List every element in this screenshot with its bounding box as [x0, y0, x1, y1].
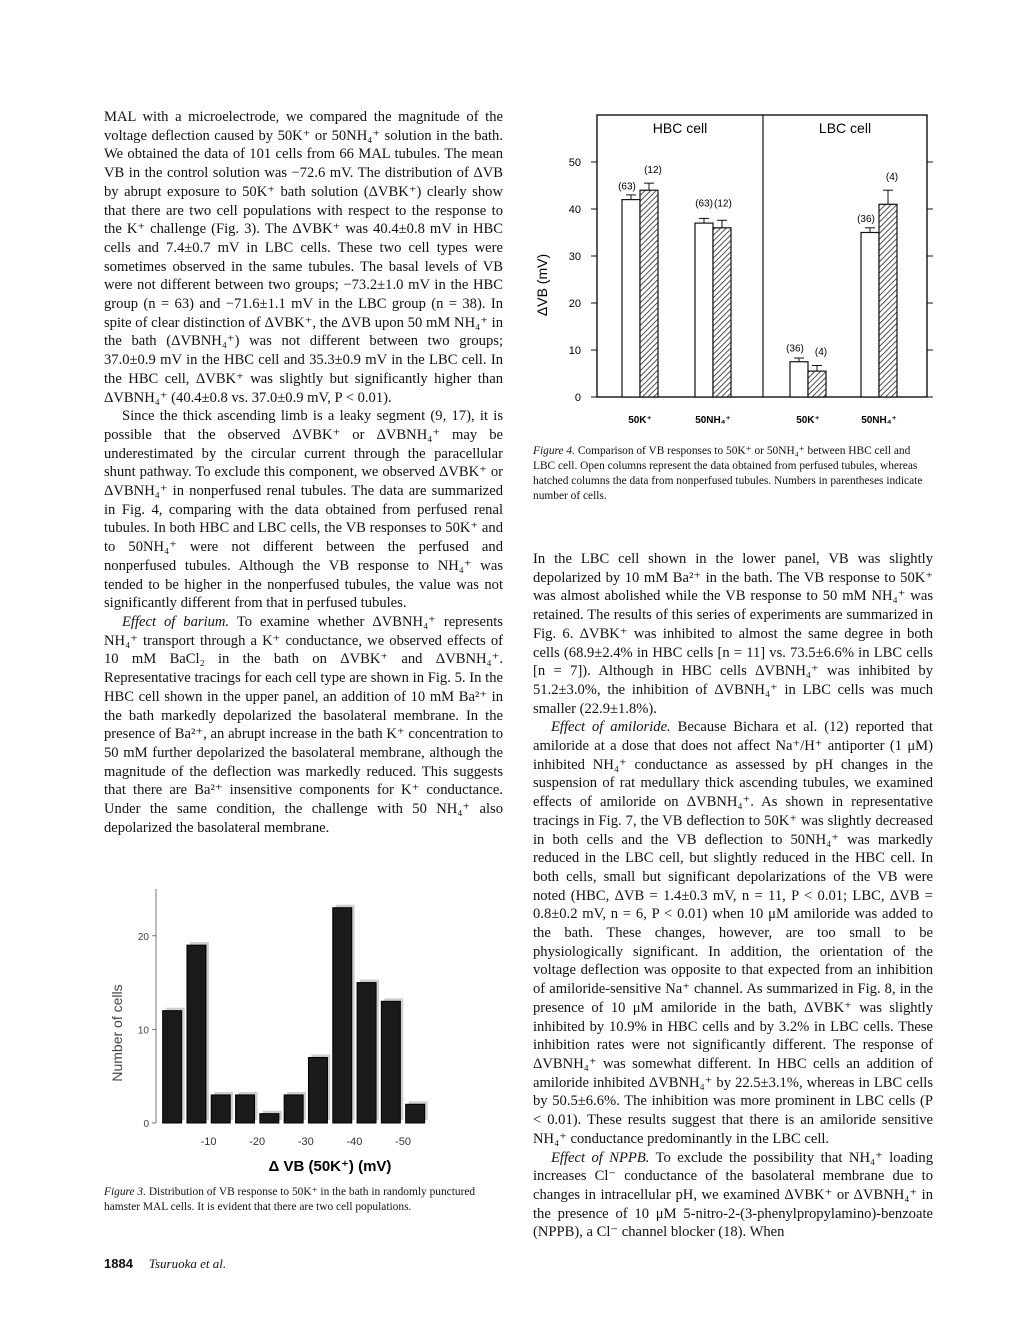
histogram-bar — [308, 1057, 327, 1123]
bars — [618, 165, 898, 397]
paragraph-barium — [104, 613, 503, 837]
caption-text: Distribution of VB response to 50K⁺ in the bath in randomly punctured hamster MAL cells. It is evident that there are two cell populations. — [104, 1186, 476, 1213]
y-tick-label: 30 — [568, 251, 581, 263]
y-axis-ticks — [138, 932, 156, 1130]
x-category-label: 50K⁺ — [628, 415, 652, 426]
x-tick-label: -40 — [346, 1136, 363, 1148]
figure-4-caption — [533, 444, 933, 504]
left-text-column — [104, 108, 503, 837]
histogram-bar — [163, 1011, 182, 1123]
y-tick-label: 10 — [137, 1025, 149, 1037]
histogram-bar — [357, 983, 376, 1123]
panel-label-lbc: LBC cell — [818, 120, 872, 136]
y-tick-label: 10 — [568, 345, 581, 357]
bar-perfused — [790, 362, 808, 397]
x-tick-label: -30 — [297, 1136, 314, 1148]
n-label: (36) — [857, 214, 875, 226]
bar-nonperfused — [713, 228, 731, 397]
x-category-label: 50NH₄⁺ — [861, 415, 897, 426]
y-axis-label: ΔVB (mV) — [534, 253, 550, 317]
n-label: (36) — [786, 343, 804, 355]
bar-nonperfused — [879, 204, 897, 397]
x-axis-ticks — [201, 1136, 411, 1148]
histogram-bar — [260, 1114, 279, 1123]
y-tick-label: 0 — [143, 1119, 149, 1130]
x-tick-label: -10 — [200, 1136, 217, 1148]
paragraph-amiloride — [533, 718, 933, 1148]
paragraph-nppb — [533, 1149, 933, 1243]
bar-perfused — [695, 223, 713, 397]
page-number: 1884 — [104, 1256, 133, 1271]
bar-perfused — [622, 200, 640, 397]
y-tick-label: 40 — [568, 204, 581, 216]
n-label: (12) — [644, 164, 662, 176]
paragraph-text: Because Bichara et al. (12) reported that amiloride at a dose that does not affect Na⁺/H⁺ antiporter (1 μM) inhibited NH₄⁺ conductance as assessed by pH changes in the suspension of rat medullary thick ascending tubules, we examined effects of amiloride on ΔVBNH₄⁺. As shown in representative tracings in Fig. 7, the VB deflection to 50K⁺ was slightly decreased in both cells and the VB deflection to 50NH₄⁺ was markedly reduced in the LBC cell, but slightly reduced in the HBC cell. In both cells, small but significant depolarizations of the VB were noted (HBC, ΔVB = 1.4±0.3 mV, n = 11, P < 0.01; LBC, ΔVB = 0.8±0.2 mV, n = 6, P < 0.01) when 10 μM amiloride was added to the bath. These changes, however, are too small to be physiologically significant. In addition, the orientation of the voltage deflection was opposite to that expected from an inhibition of amiloride-sensitive Na⁺ channel. As summarized in Fig. 8, in the presence of 10 μM amiloride in the bath, ΔVBK⁺ was slightly inhibited by 10.9% in HBC cells and by 3.2% in LBC cells. These inhibition rates were not significantly different. The response of ΔVBNH₄⁺ was somewhat different. In HBC cells an addition of amiloride inhibited ΔVBNH₄⁺ by 22.5±3.1%, whereas in LBC cells by 50.5±6.6%. The inhibition was more prominent in LBC cells (P < 0.01). These results suggest that there is an amiloride sensitive NH₄⁺ conductance predominantly in the LBC cell. — [533, 719, 933, 1147]
paragraph-text: To exclude the possibility that NH₄⁺ loading increases Cl⁻ conductance of the basolateral membrane due to changes in intracellular pH, we examined ΔVBK⁺ or ΔVBNH₄⁺ in the presence of 10 μM 5-nitro-2-(3-phenylpropylamino)-benzoate (NPPB), a Cl⁻ channel blocker (18). When — [533, 1149, 933, 1241]
section-heading: Effect of NPPB. — [551, 1149, 650, 1166]
figure-3-caption — [104, 1185, 502, 1215]
n-label: (4) — [814, 347, 828, 359]
paragraph-text: To examine whether ΔVBNH₄⁺ represents NH₄⁺ transport through a K⁺ conductance, we observed effects of 10 mM BaCl₂ in the bath on ΔVBK⁺ and ΔVBNH₄⁺. Representative tracings for each cell type are shown in Fig. 5. In the HBC cell shown in the upper panel, an addition of 10 mM Ba²⁺ in the bath markedly depolarized the basolateral membrane. In the presence of Ba²⁺, an abrupt increase in the bath K⁺ concentration to 50 mM further depolarized the basolateral membrane, although the magnitude of the deflection was markedly reduced. This suggests that there are Ba²⁺ insensitive components for K⁺ conductance. Under the same condition, the challenge with 50 NH₄⁺ also depolarized the basolateral membrane. — [104, 613, 503, 836]
histogram-bar — [211, 1095, 230, 1123]
right-text-column — [533, 550, 933, 1242]
histogram-bar — [406, 1104, 425, 1123]
bar-nonperfused — [640, 190, 658, 397]
histogram-bar — [333, 908, 352, 1123]
n-label: (12) — [714, 198, 732, 210]
figure-3-chart — [100, 875, 520, 1180]
x-category-label: 50K⁺ — [796, 415, 820, 426]
y-tick-label: 0 — [574, 392, 581, 404]
y-tick-label: 50 — [568, 157, 581, 169]
histogram-bar — [187, 945, 206, 1123]
paragraph: MAL with a microelectrode, we compared the magnitude of the voltage deflection caused by 50K⁺ or 50NH₄⁺ solution in the bath. We obtained the data of 101 cells from 66 MAL tubules. The mean VB in the control solution was −72.6 mV. The distribution of ΔVB by abrupt exposure to 50K⁺ bath solution (ΔVBK⁺) clearly show that there are two cell populations with respect to the response to the K⁺ challenge (Fig. 3). The ΔVBK⁺ was 40.4±0.8 mV in HBC cells and 7.4±0.7 mV in LBC cells. These two cell types were sometimes observed in the same tubules. The basal levels of VB were not different between two groups; −73.2±1.0 mV in the HBC group (n = 63) and −71.6±1.1 mV in the LBC group (n = 38). In spite of clear distinction of ΔVBK⁺, the ΔVB upon 50 mM NH₄⁺ in the bath (ΔVBNH₄⁺) was not different between two groups; 37.0±0.9 mV in the HBC cell and 35.3±0.9 mV in the LBC cell. In the HBC cell, ΔVBK⁺ was slightly but significantly higher than ΔVBNH₄⁺ (40.4±0.8 vs. 37.0±0.9 mV, P < 0.01). — [104, 109, 503, 406]
bar-nonperfused — [808, 371, 826, 397]
section-heading: Effect of amiloride. — [551, 719, 671, 736]
caption-label: Figure 3. — [104, 1186, 146, 1198]
x-category-label: 50NH₄⁺ — [695, 415, 731, 426]
n-label: (63) — [618, 181, 636, 193]
histogram-bars — [163, 905, 428, 1123]
caption-text: Comparison of VB responses to 50K⁺ or 50NH₄⁺ between HBC cell and LBC cell. Open columns represent the data obtained from perfused tubules, whereas hatched columns the data from nonperfused tubules. Numbers in parentheses indicate number of cells. — [533, 445, 923, 502]
y-axis-label: Number of cells — [109, 984, 125, 1082]
histogram-bar — [284, 1095, 303, 1123]
histogram-bar — [236, 1095, 255, 1123]
x-tick-label: -50 — [395, 1136, 411, 1148]
page-footer — [104, 1256, 226, 1272]
y-tick-label: 20 — [568, 298, 581, 310]
section-heading: Effect of barium. — [122, 613, 230, 630]
caption-label: Figure 4. — [533, 445, 575, 457]
paragraph: In the LBC cell shown in the lower panel, VB was slightly depolarized by 10 mM Ba²⁺ in the bath. The VB response to 50K⁺ was almost abolished while the VB response to 50 mM NH₄⁺ was retained. The results of this series of experiments are summarized in Fig. 6. ΔVBK⁺ was inhibited to almost the same degree in both cells (68.9±2.4% in HBC cells [n = 11] vs. 73.5±6.6% in LBC cells [n = 7]). Although in HBC cells ΔVBNH₄⁺ was inhibited by 51.2±3.0%, the inhibition of ΔVBNH₄⁺ in LBC cells was much smaller (22.9±1.8%). — [533, 551, 933, 717]
x-axis-labels — [628, 415, 897, 426]
figure-4-chart — [515, 105, 945, 435]
histogram-bar — [381, 1001, 400, 1123]
bar-perfused — [861, 233, 879, 398]
y-tick-label: 20 — [137, 931, 149, 943]
running-author: Tsuruoka et al. — [148, 1256, 227, 1271]
n-label: (4) — [885, 171, 899, 183]
x-tick-label: -20 — [249, 1136, 266, 1148]
paragraph: Since the thick ascending limb is a leaky segment (9, 17), it is possible that the observed ΔVBK⁺ or ΔVBNH₄⁺ may be underestimated by the circular current through the paracellular shunt pathway. To exclude this component, we observed ΔVBK⁺ or ΔVBNH₄⁺ in nonperfused renal tubules. The data are summarized in Fig. 4, comparing with the data obtained from perfused renal tubules. In both HBC and LBC cells, the VB responses to 50K⁺ and to 50NH₄⁺ were not different between the perfused and nonperfused tubules. Although the VB response to NH₄⁺ was tended to be higher in the nonperfused tubules, the value was not significantly different from that in perfused tubules. — [104, 408, 503, 612]
panel-label-hbc: HBC cell — [652, 120, 708, 136]
n-label: (63) — [695, 198, 713, 210]
x-axis-label: Δ VB (50K⁺) (mV) — [268, 1158, 392, 1175]
